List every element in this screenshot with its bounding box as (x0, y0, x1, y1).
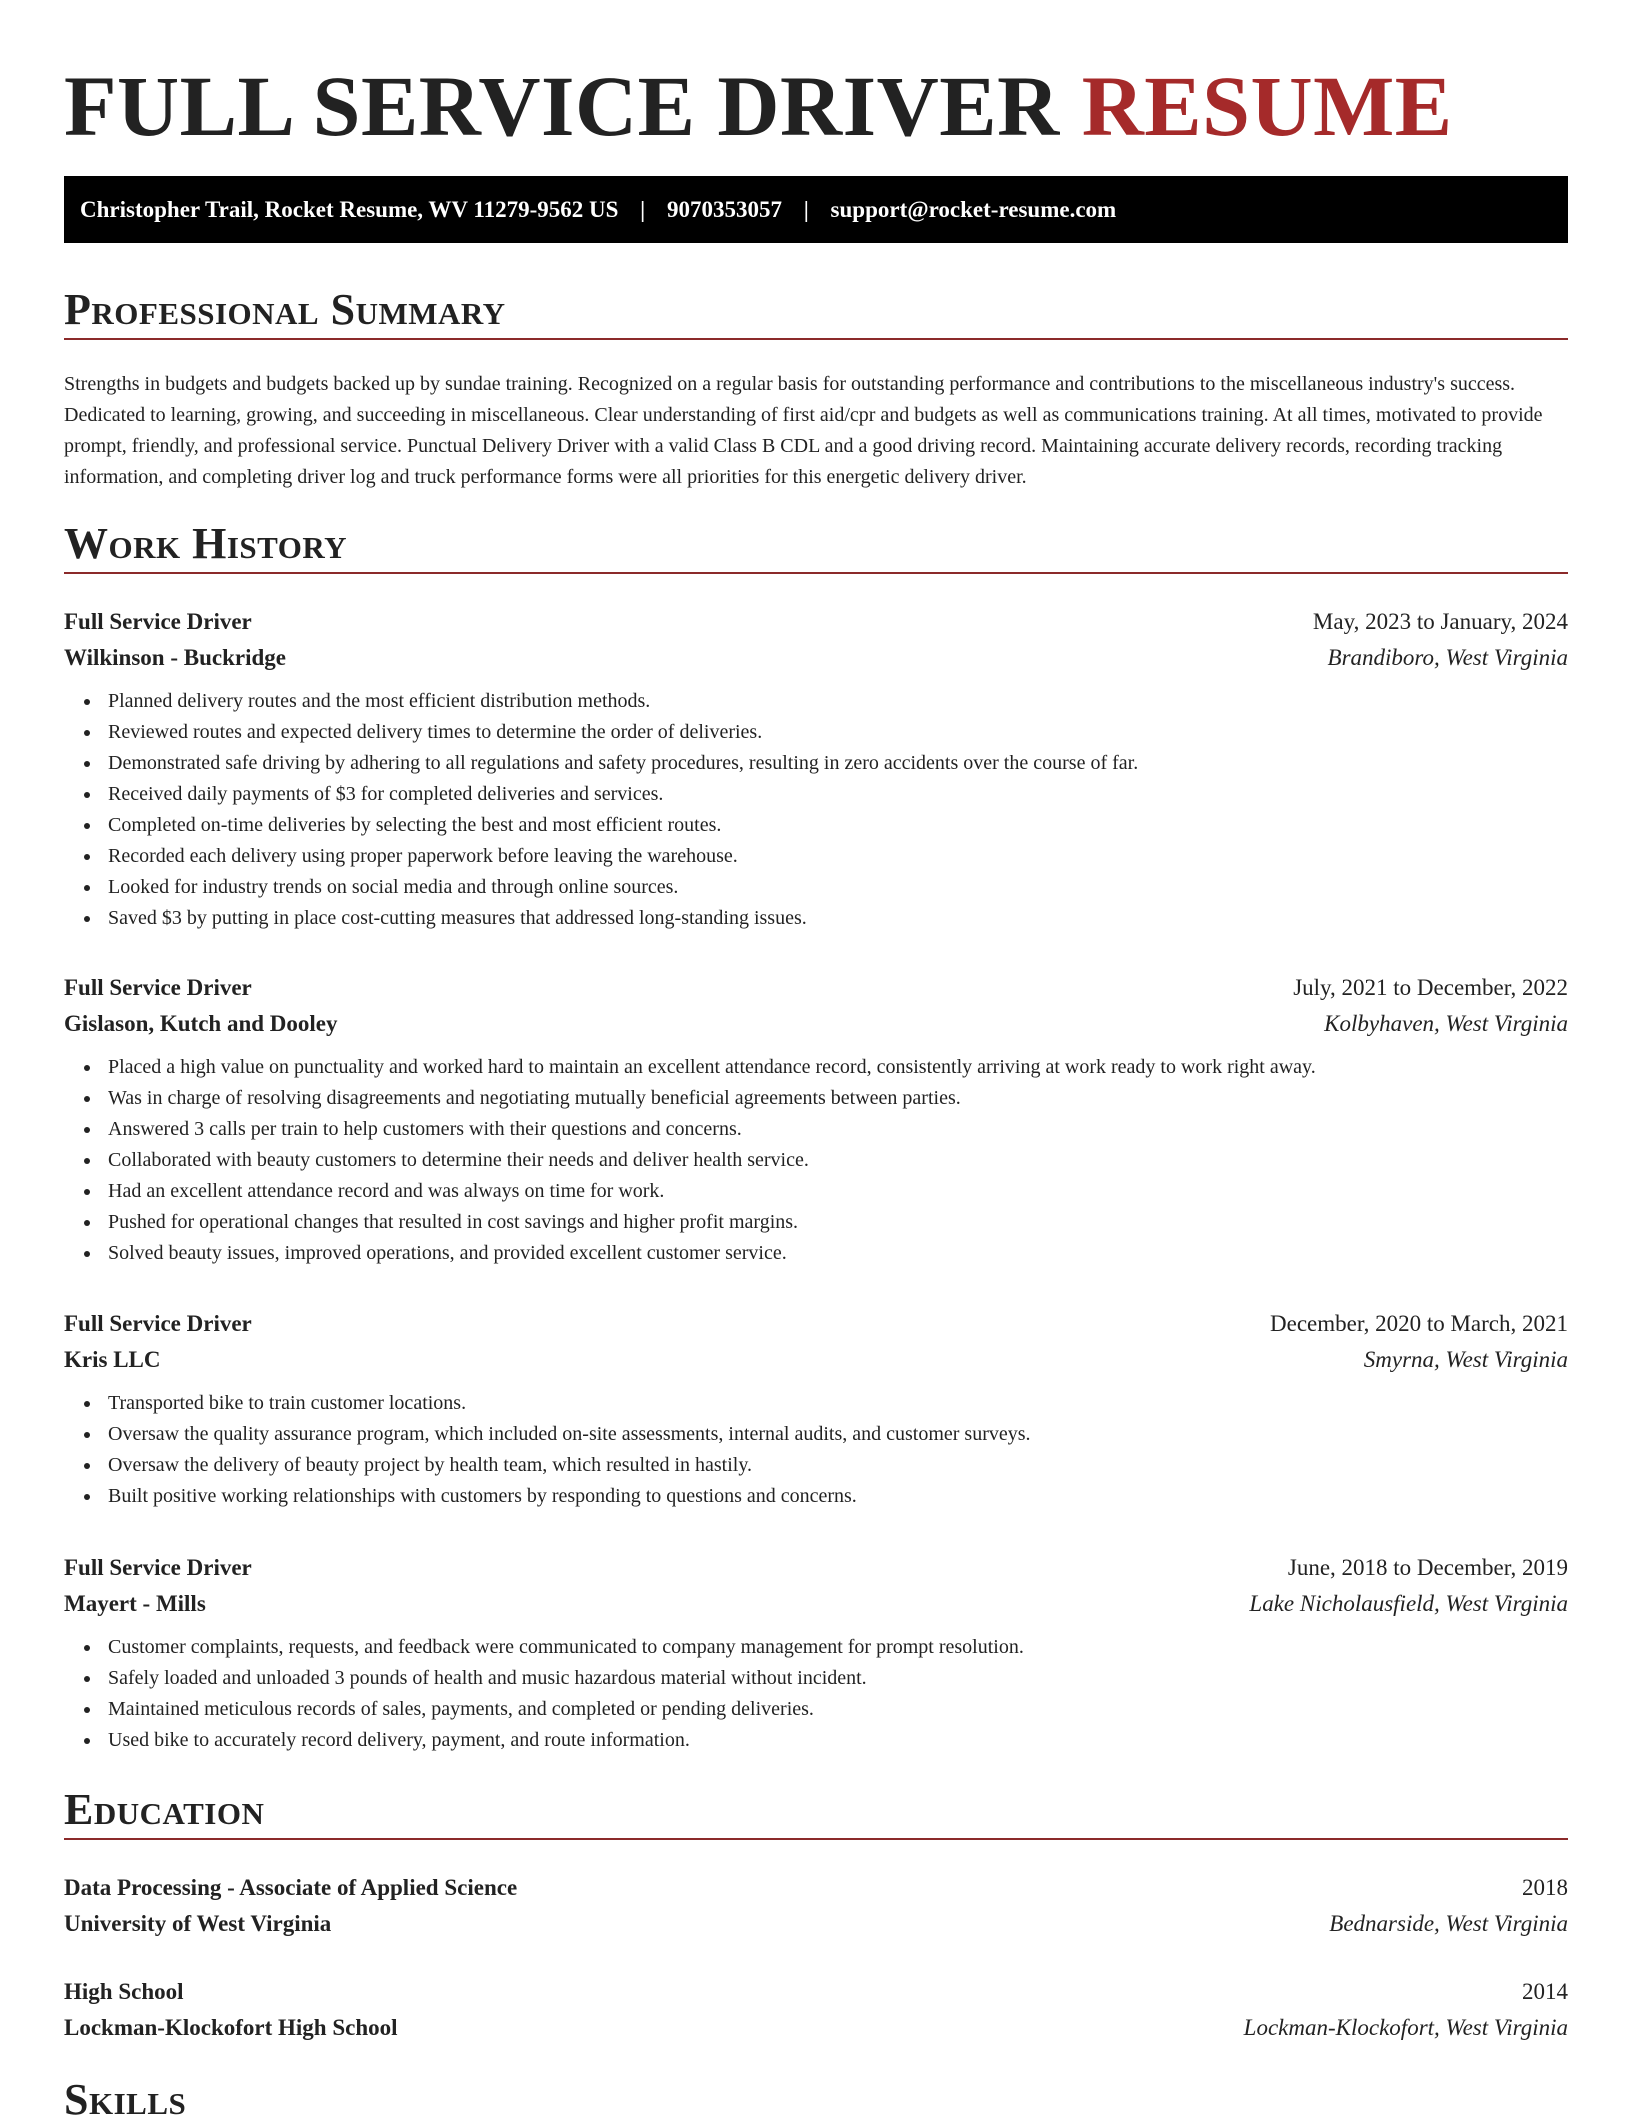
job-bullets (64, 1632, 1568, 1756)
list-item: Recorded each delivery using proper paperwork before leaving the warehouse. (64, 841, 1568, 872)
job-dates: May, 2023 to January, 2024 (1312, 609, 1568, 634)
list-item: Planned delivery routes and the most efficient distribution methods. (64, 686, 1568, 717)
list-item: Pushed for operational changes that resulted in cost savings and higher profit margins. (64, 1207, 1568, 1238)
contact-separator: | (640, 197, 646, 222)
list-item: Was in charge of resolving disagreements and negotiating mutually beneficial agreements between parties. (64, 1083, 1568, 1114)
contact-bar (64, 176, 1568, 243)
title-main: FULL SERVICE DRIVER (64, 58, 1060, 154)
job-title: Full Service Driver (64, 1555, 252, 1580)
job-company: Mayert - Mills (64, 1591, 206, 1616)
list-item: Looked for industry trends on social media and through online sources. (64, 872, 1568, 903)
list-item: Answered 3 calls per train to help customers with their questions and concerns. (64, 1114, 1568, 1145)
contact-phone: 9070353057 (666, 197, 782, 222)
list-item: Demonstrated safe driving by adhering to all regulations and safety procedures, resulting in zero accidents over the course of far. (64, 748, 1568, 779)
education-entry (64, 1974, 1568, 2046)
education-school: Lockman-Klockofort High School (64, 2015, 398, 2040)
job-entry (64, 1550, 1568, 1756)
list-item: Transported bike to train customer locations. (64, 1388, 1568, 1419)
job-title: Full Service Driver (64, 975, 252, 1000)
job-dates: December, 2020 to March, 2021 (1270, 1311, 1568, 1336)
section-title: Work History (64, 519, 348, 568)
section-work-heading (64, 516, 1568, 574)
list-item: Had an excellent attendance record and was always on time for work. (64, 1176, 1568, 1207)
education-entry (64, 1870, 1568, 1942)
list-item: Reviewed routes and expected delivery times to determine the order of deliveries. (64, 717, 1568, 748)
job-title: Full Service Driver (64, 1311, 252, 1336)
list-item: Received daily payments of $3 for completed deliveries and services. (64, 779, 1568, 810)
title-accent: RESUME (1081, 58, 1453, 154)
education-degree: High School (64, 1979, 184, 2004)
section-education-heading (64, 1782, 1568, 1840)
education-location: Lockman-Klockofort, West Virginia (1243, 2015, 1568, 2040)
list-item: Placed a high value on punctuality and worked hard to maintain an excellent attendance record, consistently arriving at work ready to work right away. (64, 1052, 1568, 1083)
job-company: Kris LLC (64, 1347, 161, 1372)
job-entry (64, 604, 1568, 934)
contact-email: support@rocket-resume.com (830, 197, 1117, 222)
job-location: Brandiboro, West Virginia (1327, 645, 1568, 670)
list-item: Safely loaded and unloaded 3 pounds of health and music hazardous material without incident. (64, 1663, 1568, 1694)
job-entry (64, 970, 1568, 1269)
section-title: Education (64, 1785, 265, 1834)
resume-title (64, 0, 1568, 156)
list-item: Saved $3 by putting in place cost-cutting measures that addressed long-standing issues. (64, 903, 1568, 934)
list-item: Solved beauty issues, improved operations, and provided excellent customer service. (64, 1238, 1568, 1269)
job-dates: July, 2021 to December, 2022 (1293, 975, 1568, 1000)
job-bullets (64, 1052, 1568, 1269)
job-title: Full Service Driver (64, 609, 252, 634)
summary-text: Strengths in budgets and budgets backed up by sundae training. Recognized on a regular basis for outstanding performance and contributions to the miscellaneous industry's success. Dedicated to learning, growing, and succeeding in miscellaneous. Clear understanding of first aid/cpr and budgets as well as communications training. At all times, motivated to provide prompt, friendly, and professional service. Punctual Delivery Driver with a valid Class B CDL and a good driving record. Maintaining accurate delivery records, recording tracking information, and completing driver log and truck performance forms were all priorities for this energetic delivery driver. (64, 373, 1543, 488)
education-year: 2018 (1522, 1875, 1568, 1900)
section-title: Skills (64, 2075, 187, 2124)
job-company: Wilkinson - Buckridge (64, 645, 286, 670)
section-summary-heading (64, 282, 1568, 340)
job-company: Gislason, Kutch and Dooley (64, 1011, 338, 1036)
job-location: Smyrna, West Virginia (1363, 1347, 1568, 1372)
list-item: Collaborated with beauty customers to determine their needs and deliver health service. (64, 1145, 1568, 1176)
job-bullets (64, 686, 1568, 934)
section-title: Professional Summary (64, 285, 506, 334)
contact-separator: | (803, 197, 809, 222)
list-item: Oversaw the delivery of beauty project by health team, which resulted in hastily. (64, 1450, 1568, 1481)
list-item: Used bike to accurately record delivery, payment, and route information. (64, 1725, 1568, 1756)
list-item: Maintained meticulous records of sales, payments, and completed or pending deliveries. (64, 1694, 1568, 1725)
list-item: Built positive working relationships with customers by responding to questions and concerns. (64, 1481, 1568, 1512)
contact-address: Christopher Trail, Rocket Resume, WV 11279-9562 US (80, 197, 619, 222)
job-location: Lake Nicholausfield, West Virginia (1249, 1591, 1568, 1616)
job-dates: June, 2018 to December, 2019 (1287, 1555, 1568, 1580)
job-bullets (64, 1388, 1568, 1512)
education-degree: Data Processing - Associate of Applied Science (64, 1875, 518, 1900)
education-school: University of West Virginia (64, 1911, 332, 1936)
job-location: Kolbyhaven, West Virginia (1324, 1011, 1568, 1036)
job-entry (64, 1306, 1568, 1512)
list-item: Customer complaints, requests, and feedback were communicated to company management for prompt resolution. (64, 1632, 1568, 1663)
section-skills-heading (64, 2072, 1568, 2128)
list-item: Oversaw the quality assurance program, which included on-site assessments, internal audits, and customer surveys. (64, 1419, 1568, 1450)
education-year: 2014 (1522, 1979, 1568, 2004)
list-item: Completed on-time deliveries by selecting the best and most efficient routes. (64, 810, 1568, 841)
education-location: Bednarside, West Virginia (1329, 1911, 1568, 1936)
